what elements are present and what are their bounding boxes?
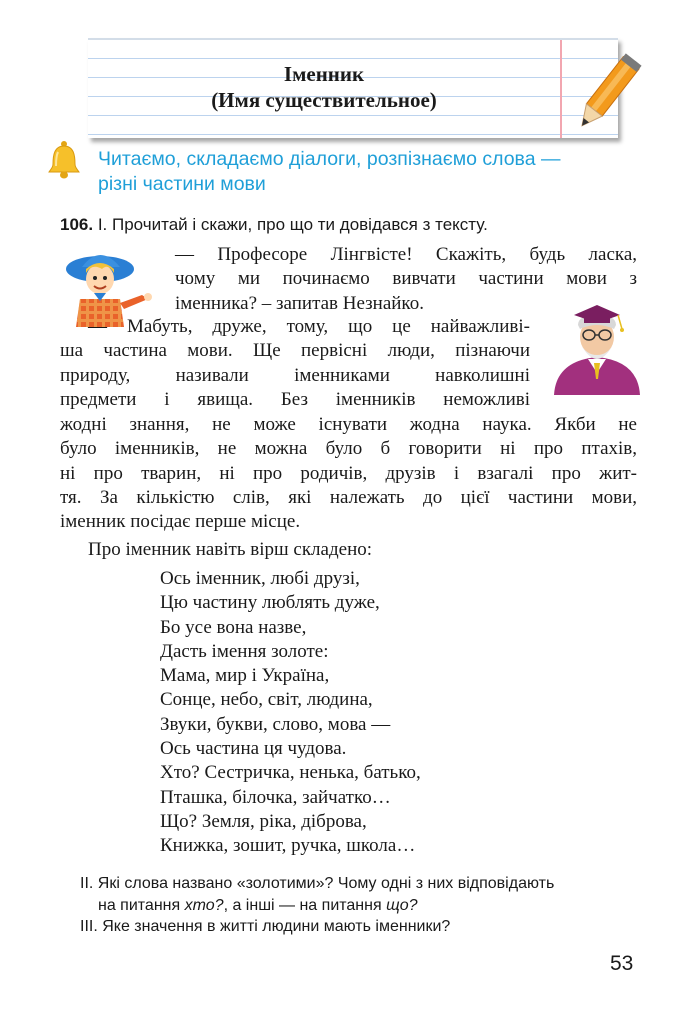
text-line: тя. За кількістю слів, які належать до цієї частини мови, bbox=[60, 486, 637, 508]
poem-line: Що? Земля, ріка, діброва, bbox=[160, 810, 367, 832]
poem-line: Ось частина ця чудова. bbox=[160, 738, 347, 760]
poem-intro bbox=[60, 538, 637, 562]
lesson-goal-line: Читаємо, складаємо діалоги, розпізнаємо слова — bbox=[98, 148, 561, 170]
exercise-task: І. Прочитай і скажи, про що ти довідався з тексту. bbox=[97, 215, 488, 234]
q2-italic-what: що? bbox=[386, 897, 418, 914]
text-line: іменник посідає перше місце. bbox=[60, 511, 301, 533]
text-line: предмети і явища. Без іменників неможливі bbox=[60, 388, 530, 410]
question-3: ІІІ. Яке значення в житті людини мають іменники? bbox=[80, 918, 451, 935]
question-2-line2 bbox=[80, 895, 660, 917]
poem-line: Книжка, зошит, ручка, школа… bbox=[160, 835, 416, 857]
poem-line: Хто? Сестричка, ненька, батько, bbox=[160, 762, 421, 784]
poem-line: Дасть імення золоте: bbox=[160, 640, 329, 662]
answer-paragraph bbox=[60, 315, 530, 412]
bell-icon bbox=[46, 140, 82, 180]
poem-line: Пташка, білочка, зайчатко… bbox=[160, 786, 391, 808]
text-line: природу, називали іменниками навколишні bbox=[60, 364, 530, 386]
q2-text: , а інші — на питання bbox=[223, 897, 387, 914]
page-subtitle: (Имя существительное) bbox=[211, 88, 437, 112]
poem-line: Цю частину люблять дуже, bbox=[160, 592, 380, 614]
q2-italic-who: хто? bbox=[184, 897, 224, 914]
text-line: було іменників, не можна було б говорити ні про птахів, bbox=[60, 438, 637, 460]
text-line: іменника? – запитав Незнайко. bbox=[175, 292, 424, 314]
poem-line: Звуки, букви, слово, мова — bbox=[160, 713, 391, 735]
text-line: ні про тварин, ні про родичів, друзів і взагалі про жит- bbox=[60, 462, 637, 484]
text-line: жодні знання, не може існувати жодна наука. Якби не bbox=[60, 414, 637, 435]
answer-continuation bbox=[60, 413, 637, 534]
poem bbox=[160, 567, 421, 859]
poem-line: Бо усе вона назве, bbox=[160, 616, 307, 638]
text-line: ша частина мови. Ще первісні люди, пізнаючи bbox=[60, 340, 530, 362]
professor-illustration bbox=[548, 303, 646, 395]
text-line: Про іменник навіть вірш складено: bbox=[88, 539, 373, 560]
q2-text: на питання bbox=[98, 897, 185, 914]
page-number: 53 bbox=[610, 952, 634, 975]
text-line: чому ми починаємо вивчати частини мови з bbox=[175, 268, 637, 290]
poem-line: Ось іменник, любі друзі, bbox=[160, 568, 360, 589]
poem-line: Мама, мир і Україна, bbox=[160, 665, 330, 687]
notebook-margin-line bbox=[560, 40, 562, 138]
exercise-heading bbox=[60, 215, 488, 235]
question-2-line1: ІІ. Які слова названо «золотими»? Чому одні з них відповідають bbox=[80, 875, 555, 892]
text-line: — Мабуть, друже, тому, що це найважливі- bbox=[88, 316, 530, 337]
title-card bbox=[88, 38, 618, 138]
question-2 bbox=[80, 873, 660, 917]
page-title: Іменник bbox=[283, 62, 365, 86]
text-line: — Професоре Лінгвісте! Скажіть, будь ласка, bbox=[175, 244, 637, 265]
exercise-number: 106. bbox=[60, 215, 94, 234]
pencil-icon bbox=[568, 50, 644, 140]
lesson-goal-line: різні частини мови bbox=[98, 173, 266, 195]
lesson-goal bbox=[98, 147, 658, 197]
poem-line: Сонце, небо, світ, людина, bbox=[160, 689, 373, 711]
